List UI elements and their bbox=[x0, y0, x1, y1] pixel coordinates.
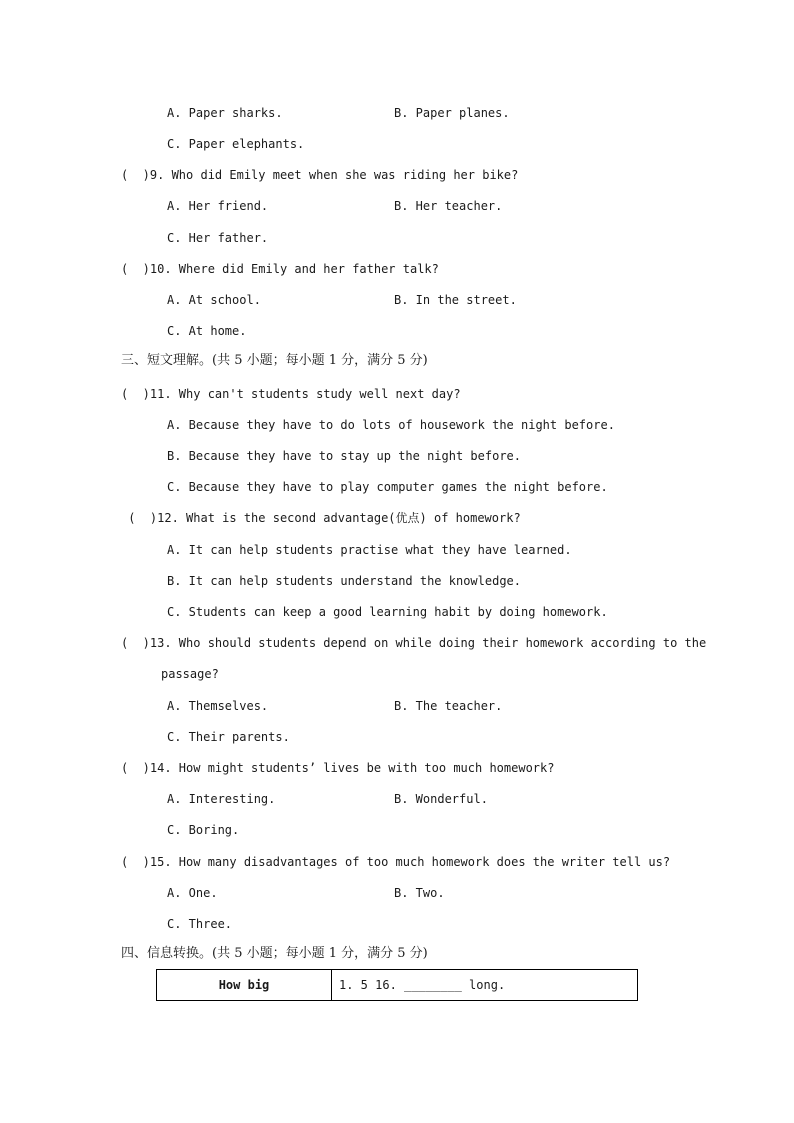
option-text: A. It can help students practise what they have learned. bbox=[167, 543, 572, 557]
option-text: B. The teacher. bbox=[394, 699, 503, 713]
info-table bbox=[156, 969, 638, 1001]
option-text: A. One. bbox=[167, 886, 218, 900]
option-text: A. Her friend. bbox=[167, 199, 269, 213]
option-text: A. Because they have to do lots of housework the night before. bbox=[167, 418, 615, 432]
question-stem: ( )14. How might students’ lives be with too much homework? bbox=[121, 761, 555, 775]
option-text: B. Paper planes. bbox=[394, 106, 510, 120]
option-text: C. Because they have to play computer games the night before. bbox=[167, 480, 608, 494]
section-heading: 三、短文理解。(共 5 小题；每小题 1 分，满分 5 分) bbox=[121, 353, 428, 368]
option-text: C. Students can keep a good learning habit by doing homework. bbox=[167, 605, 608, 619]
option-text: B. Because they have to stay up the night before. bbox=[167, 449, 522, 463]
option-text: A. Paper sharks. bbox=[167, 106, 283, 120]
option-text: C. At home. bbox=[167, 324, 247, 338]
option-text: A. Themselves. bbox=[167, 699, 269, 713]
question-stem: ( )15. How many disadvantages of too much homework does the writer tell us? bbox=[121, 855, 671, 869]
table-value-cell: 1. 5 16. ________ long. bbox=[339, 978, 506, 992]
question-stem: ( )10. Where did Emily and her father talk? bbox=[121, 262, 439, 276]
option-text: A. Interesting. bbox=[167, 792, 276, 806]
option-text: B. It can help students understand the knowledge. bbox=[167, 574, 522, 588]
section-heading: 四、信息转换。(共 5 小题；每小题 1 分，满分 5 分) bbox=[121, 946, 428, 961]
question-stem: ( )13. Who should students depend on while doing their homework according to the bbox=[121, 636, 707, 650]
question-stem-continued: passage? bbox=[161, 667, 219, 681]
question-stem: ( )11. Why can't students study well next day? bbox=[121, 387, 461, 401]
option-text: C. Their parents. bbox=[167, 730, 290, 744]
option-text: B. Wonderful. bbox=[394, 792, 488, 806]
option-text: B. Her teacher. bbox=[394, 199, 503, 213]
option-text: C. Her father. bbox=[167, 231, 269, 245]
option-text: C. Three. bbox=[167, 917, 233, 931]
option-text: B. In the street. bbox=[394, 293, 517, 307]
option-text: B. Two. bbox=[394, 886, 445, 900]
option-text: A. At school. bbox=[167, 293, 261, 307]
option-text: C. Paper elephants. bbox=[167, 137, 305, 151]
option-text: C. Boring. bbox=[167, 823, 240, 837]
question-stem: ( )9. Who did Emily meet when she was riding her bike? bbox=[121, 168, 519, 182]
question-stem: ( )12. What is the second advantage(优点) of homework? bbox=[121, 511, 521, 525]
table-label-cell: How big bbox=[157, 970, 332, 1000]
